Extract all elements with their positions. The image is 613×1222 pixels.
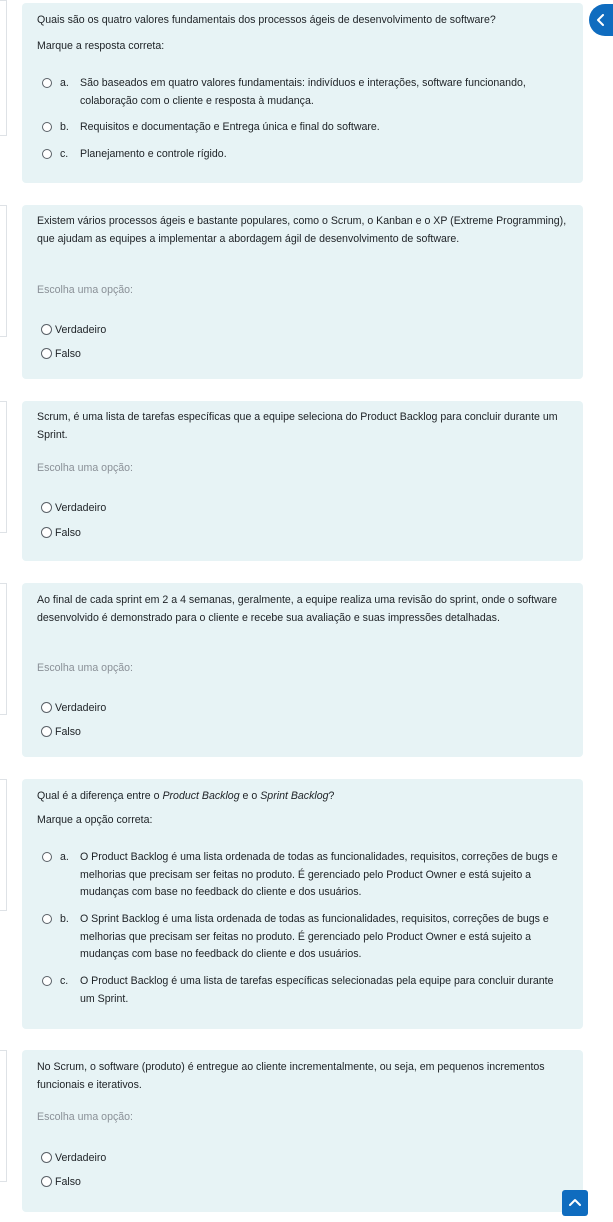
radio-button[interactable]: [42, 149, 52, 159]
answer-option-b[interactable]: [42, 911, 571, 965]
option-label: Falso: [55, 726, 81, 738]
answer-prompt: Escolha uma opção:: [37, 662, 133, 674]
option-letter: a.: [60, 851, 69, 863]
option-text: O Sprint Backlog é uma lista ordenada de todas as funcionalidades, requisitos, correções de bugs e melhorias que precisam ser feitas no produto. É gerenciado pelo Product Owner e está sujeito a mudanças com base no feedback do cliente e dos usuários.: [80, 913, 549, 960]
answer-prompt: Marque a opção correta:: [37, 814, 153, 826]
question-info-block: [0, 779, 7, 911]
option-label: Falso: [55, 348, 81, 360]
option-letter: b.: [60, 121, 69, 133]
question-text-part: e o: [239, 790, 261, 802]
back-to-top-button[interactable]: [562, 1190, 588, 1216]
question-info-block: [0, 401, 7, 533]
option-label: Verdadeiro: [55, 702, 107, 714]
radio-button[interactable]: [41, 502, 52, 513]
answer-prompt: Escolha uma opção:: [37, 1111, 133, 1123]
question-text: Existem vários processos ágeis e bastante populares, como o Scrum, o Kanban e o XP (Extreme Programming), que ajudam as equipes a implementar a abordagem ágil de desenvolvimento de software.: [37, 215, 567, 245]
radio-button[interactable]: [41, 348, 52, 359]
option-label: Verdadeiro: [55, 1152, 107, 1164]
term-sprint-backlog: Sprint Backlog: [260, 790, 329, 802]
question-text: [37, 788, 571, 806]
term-product-backlog: Product Backlog: [162, 790, 240, 802]
option-letter: b.: [60, 913, 69, 925]
radio-button[interactable]: [42, 78, 52, 88]
chevron-left-icon: [596, 14, 606, 26]
option-text: O Product Backlog é uma lista ordenada de todas as funcionalidades, requisitos, correções de bugs e melhorias que precisam ser feitas no produto. É gerenciado pelo Product Owner e está sujeito a mudanças com base no feedback do cliente e dos usuários.: [80, 851, 558, 898]
question-card-2: [22, 205, 583, 379]
question-card-3: [22, 401, 583, 561]
option-label: Falso: [55, 527, 81, 539]
option-letter: c.: [60, 975, 69, 987]
question-text: No Scrum, o software (produto) é entregue ao cliente incrementalmente, ou seja, em pequenos incrementos funcionais e iterativos.: [37, 1061, 545, 1091]
question-info-block: [0, 583, 7, 715]
radio-button[interactable]: [42, 914, 52, 924]
question-info-block: [0, 0, 7, 136]
question-text: Ao final de cada sprint em 2 a 4 semanas, geralmente, a equipe realiza uma revisão do sprint, onde o software desenvolvido é demonstrado para o cliente e recebe sua avaliação e suas impressões detalhadas.: [37, 594, 557, 624]
radio-button[interactable]: [42, 122, 52, 132]
open-drawer-button[interactable]: [589, 4, 613, 36]
question-text-part: Qual é a diferença entre o: [37, 790, 163, 802]
radio-button[interactable]: [41, 1176, 52, 1187]
option-text: Requisitos e documentação e Entrega única e final do software.: [80, 121, 380, 133]
question-info-block: [0, 1050, 7, 1182]
radio-button[interactable]: [42, 852, 52, 862]
question-card-4: [22, 583, 583, 757]
option-letter: c.: [60, 148, 69, 160]
option-text: Planejamento e controle rígido.: [80, 148, 227, 160]
question-card-6: [22, 1050, 583, 1212]
radio-button[interactable]: [41, 702, 52, 713]
answer-prompt: Marque a resposta correta:: [37, 40, 165, 52]
question-text-part: ?: [328, 790, 335, 802]
option-letter: a.: [60, 77, 69, 89]
question-card-5: [22, 779, 583, 1029]
answer-option-a[interactable]: [42, 75, 571, 111]
radio-button[interactable]: [41, 527, 52, 538]
radio-button[interactable]: [41, 324, 52, 335]
answer-option-a[interactable]: [42, 849, 571, 903]
question-card-1: [22, 3, 583, 183]
answer-option-b[interactable]: [42, 119, 571, 137]
answer-option-c[interactable]: [42, 973, 571, 1009]
radio-button[interactable]: [41, 726, 52, 737]
option-label: Verdadeiro: [55, 324, 107, 336]
question-text: Quais são os quatro valores fundamentais dos processos ágeis de desenvolvimento de software?: [37, 14, 496, 26]
question-info-block: [0, 205, 7, 337]
chevron-up-icon: [569, 1198, 581, 1208]
radio-button[interactable]: [42, 976, 52, 986]
answer-prompt: Escolha uma opção:: [37, 284, 133, 296]
option-label: Falso: [55, 1176, 81, 1188]
radio-button[interactable]: [41, 1152, 52, 1163]
answer-prompt: Escolha uma opção:: [37, 462, 133, 474]
option-label: Verdadeiro: [55, 502, 107, 514]
question-text: Scrum, é uma lista de tarefas específicas que a equipe seleciona do Product Backlog para concluir durante um Sprint.: [37, 411, 558, 441]
option-text: São baseados em quatro valores fundamentais: indivíduos e interações, software funcionando, colaboração com o cliente e resposta à mudança.: [80, 77, 526, 107]
option-text: O Product Backlog é uma lista de tarefas específicas selecionadas pela equipe para concluir durante um Sprint.: [80, 975, 554, 1005]
answer-option-c[interactable]: [42, 146, 571, 164]
